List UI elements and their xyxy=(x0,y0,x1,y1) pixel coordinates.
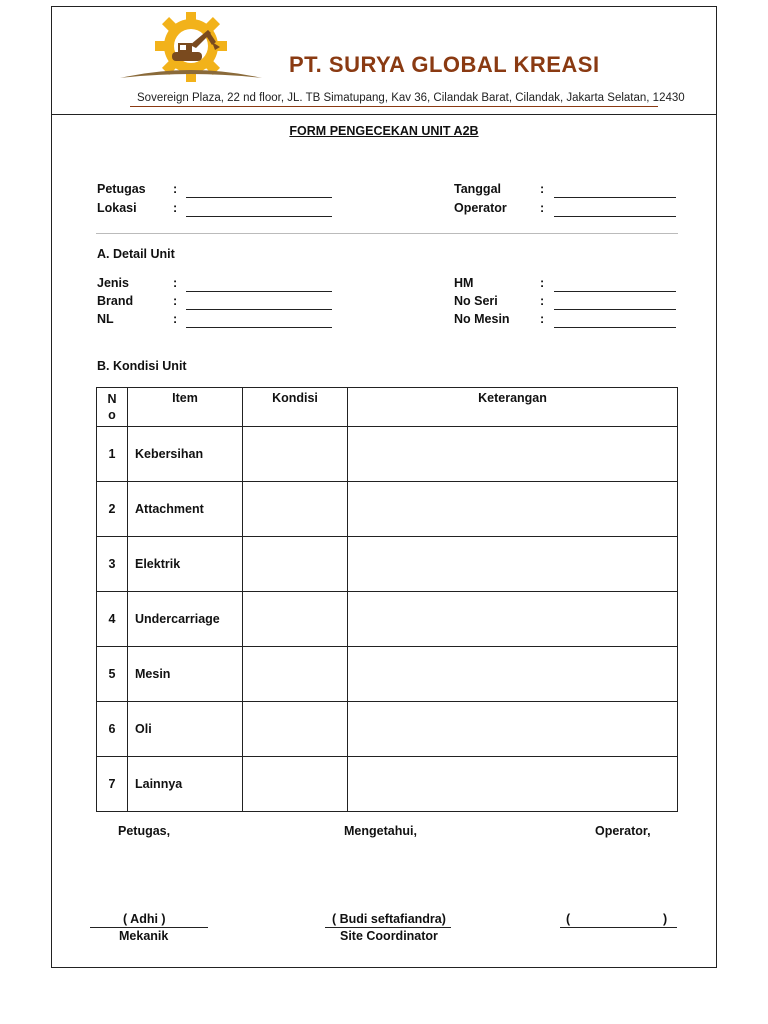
col-keterangan-header: Keterangan xyxy=(348,388,678,427)
row-number: 7 xyxy=(97,757,128,812)
keterangan-cell[interactable] xyxy=(348,427,678,482)
keterangan-cell[interactable] xyxy=(348,592,678,647)
signature-operator-open: ( xyxy=(566,912,571,926)
section-b-title: B. Kondisi Unit xyxy=(97,359,187,373)
row-item: Oli xyxy=(128,702,243,757)
table-header-row xyxy=(97,388,678,427)
operator-label: Operator xyxy=(454,201,507,215)
petugas-field[interactable] xyxy=(186,197,332,198)
table-row xyxy=(97,482,678,537)
table-row xyxy=(97,702,678,757)
gear-excavator-logo-icon xyxy=(116,12,266,82)
col-item-header: Item xyxy=(128,388,243,427)
keterangan-cell[interactable] xyxy=(348,757,678,812)
signature-petugas-name: ( Adhi ) xyxy=(123,912,166,926)
no-mesin-field[interactable] xyxy=(554,327,676,328)
no-mesin-label: No Mesin xyxy=(454,312,510,326)
row-number: 5 xyxy=(97,647,128,702)
form-title: FORM PENGECEKAN UNIT A2B xyxy=(289,124,479,138)
signature-line xyxy=(90,927,208,928)
jenis-label: Jenis xyxy=(97,276,129,290)
row-number: 6 xyxy=(97,702,128,757)
colon: : xyxy=(540,182,545,196)
colon: : xyxy=(540,294,545,308)
petugas-label: Petugas xyxy=(97,182,146,196)
table-row xyxy=(97,592,678,647)
hm-field[interactable] xyxy=(554,291,676,292)
signature-operator-title: Operator, xyxy=(595,824,651,838)
signature-mengetahui-role: Site Coordinator xyxy=(340,929,438,943)
row-item: Kebersihan xyxy=(128,427,243,482)
row-item: Elektrik xyxy=(128,537,243,592)
company-address: Sovereign Plaza, 22 nd floor, JL. TB Simatupang, Kav 36, Cilandak Barat, Cilandak, Jakarta Selatan, 12430 xyxy=(137,92,685,104)
table-row xyxy=(97,757,678,812)
colon: : xyxy=(173,276,178,290)
nl-field[interactable] xyxy=(186,327,332,328)
row-number: 2 xyxy=(97,482,128,537)
tanggal-label: Tanggal xyxy=(454,182,501,196)
signature-mengetahui-name: ( Budi seftafiandra) xyxy=(332,912,446,926)
lokasi-field[interactable] xyxy=(186,216,332,217)
table-row xyxy=(97,647,678,702)
kondisi-cell[interactable] xyxy=(243,427,348,482)
colon: : xyxy=(173,312,178,326)
row-item: Mesin xyxy=(128,647,243,702)
row-number: 1 xyxy=(97,427,128,482)
keterangan-cell[interactable] xyxy=(348,482,678,537)
kondisi-table xyxy=(96,387,678,812)
kondisi-cell[interactable] xyxy=(243,702,348,757)
section-a-title: A. Detail Unit xyxy=(97,247,175,261)
colon: : xyxy=(173,201,178,215)
signature-mengetahui-title: Mengetahui, xyxy=(344,824,417,838)
table-row xyxy=(97,427,678,482)
col-no-header: N o xyxy=(97,388,128,427)
keterangan-cell[interactable] xyxy=(348,647,678,702)
row-number: 4 xyxy=(97,592,128,647)
signature-petugas-role: Mekanik xyxy=(119,929,169,943)
kondisi-cell[interactable] xyxy=(243,592,348,647)
signature-line xyxy=(325,927,451,928)
brand-field[interactable] xyxy=(186,309,332,310)
kondisi-cell[interactable] xyxy=(243,757,348,812)
row-number: 3 xyxy=(97,537,128,592)
operator-field[interactable] xyxy=(554,216,676,217)
signature-line-operator[interactable] xyxy=(560,927,677,928)
hm-label: HM xyxy=(454,276,474,290)
tanggal-field[interactable] xyxy=(554,197,676,198)
keterangan-cell[interactable] xyxy=(348,702,678,757)
table-row xyxy=(97,537,678,592)
row-item: Undercarriage xyxy=(128,592,243,647)
kondisi-cell[interactable] xyxy=(243,537,348,592)
row-item: Attachment xyxy=(128,482,243,537)
signature-petugas-title: Petugas, xyxy=(118,824,171,838)
colon: : xyxy=(540,312,545,326)
kondisi-cell[interactable] xyxy=(243,482,348,537)
jenis-field[interactable] xyxy=(186,291,332,292)
keterangan-cell[interactable] xyxy=(348,537,678,592)
colon: : xyxy=(173,294,178,308)
section-divider xyxy=(96,233,678,234)
signature-operator-close: ) xyxy=(663,912,668,926)
colon: : xyxy=(173,182,178,196)
nl-label: NL xyxy=(97,312,114,326)
col-kondisi-header: Kondisi xyxy=(243,388,348,427)
colon: : xyxy=(540,201,545,215)
brand-label: Brand xyxy=(97,294,134,308)
address-divider xyxy=(130,106,658,107)
no-seri-label: No Seri xyxy=(454,294,498,308)
kondisi-cell[interactable] xyxy=(243,647,348,702)
lokasi-label: Lokasi xyxy=(97,201,137,215)
header-separator xyxy=(52,114,716,115)
colon: : xyxy=(540,276,545,290)
company-name: PT. SURYA GLOBAL KREASI xyxy=(289,52,600,77)
row-item: Lainnya xyxy=(128,757,243,812)
no-seri-field[interactable] xyxy=(554,309,676,310)
